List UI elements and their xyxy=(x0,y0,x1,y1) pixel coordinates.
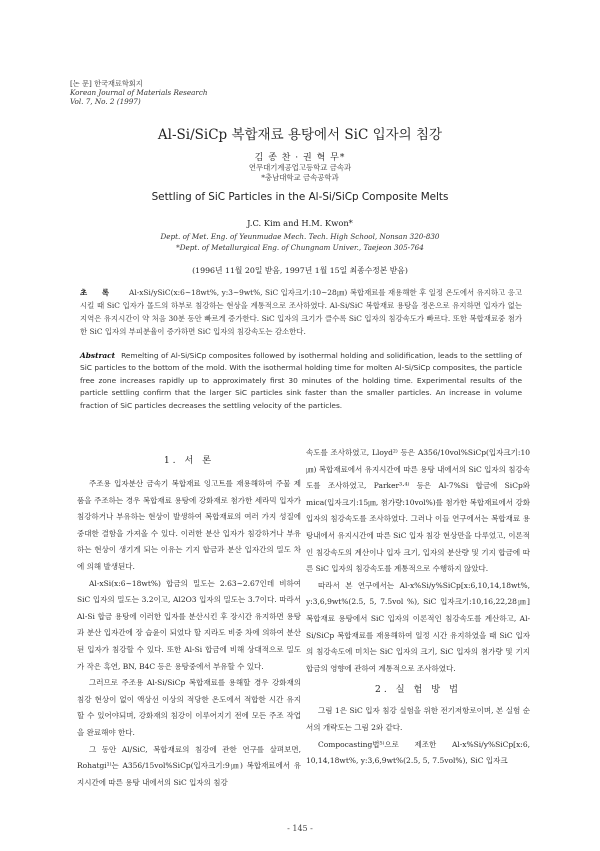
affiliation-1-ko: 연무대기계공업고등학교 금속과 xyxy=(248,163,352,172)
paper-title-ko: Al-Si/SiCp 복합재료 용탕에서 SiC 입자의 침강 xyxy=(157,127,443,143)
received-date: (1996년 11월 20일 받음, 1997년 1월 15일 최종수정본 받음) xyxy=(192,266,408,275)
left-column xyxy=(77,460,301,791)
affiliations-en xyxy=(0,231,600,253)
paper-title-en: Settling of SiC Particles in the Al-Si/SiCp Composite Melts xyxy=(151,191,449,203)
abstract-en xyxy=(80,350,522,412)
right-paragraph: 속도를 조사하였고, Lloyd²⁾ 등은 A356/10vol%SiCp(입자크기:10㎛) 복합재료에서 유지시간에 따른 용탕 내에서의 SiC 입자의 침강속도를 조사하였고, Parker³·⁴⁾ 등은 Al-7%Si 합금에 SiCp와 mica(입자크기:15㎛, 첨가량:10vol%)를 첨가한 복합재료에서 강화 입자의 침강속도를 조사하였다. 그러나 이들 연구에서는 복합재료 용탕내에서 유지시간에 따른 SiC 입자 침강 현상만을 다루었고, 이론적인 침강속도의 계산이나 입자 크기, 입자의 분산량 및 기지 합금에 따른 SiC 입자의 침강속도를 계통적으로 수행하지 않았다. xyxy=(306,448,530,574)
abstract-ko-label: 초 록 xyxy=(80,288,116,297)
affiliation-2-en: *Dept. of Metallurgical Eng. of Chungnam Univer., Taejeon 305-764 xyxy=(176,243,424,252)
abstract-en-text: Remelting of Al-Si/SiCp composites followed by isothermal holding and solidification, leads to the settling of SiC particles to the bottom of the mold. With the isothermal holding time for molten Al-Si/SiCp composites, the particle free zone increases rapidly up to approximately first 30 minutes of the holding time. Experimental results of the particle settling confirm that the larger SiC particles sink faster than the smaller particles. An increase in volume fraction of SiC particles decreases the settling velocity of the particles. xyxy=(80,351,522,410)
abstract-en-label: Abstract xyxy=(80,351,116,360)
abstract-ko-text: Al-xSi/ySiC(x:6~18wt%, y:3~9wt%, SiC 입자크기:10~28㎛) 복합재료를 재용해한 후 일정 온도에서 유지하고 응고시킬 때 SiC 입자가 몰드의 하부로 침강하는 현상을 계통적으로 조사하였다. Al-Si/SiC 복합재료 용탕을 정온으로 유지하면 입자가 없는 지역은 유지시간이 약 처음 30분 동안 빠르게 증가한다. SiC 입자의 크기가 클수록 SiC 입자의 침강속도가 빠르다. 또한 복합재료중 첨가한 SiC 입자의 부피분율이 증가하면 SiC 입자의 침강속도는 감소한다. xyxy=(80,288,522,336)
section-1-heading: 1. 서 론 xyxy=(163,455,215,466)
journal-name-en: Korean Journal of Materials Research xyxy=(70,88,208,97)
journal-label: [논 문] 한국재료학회지 xyxy=(70,79,143,88)
affiliation-2-ko: *충남대학교 금속공학과 xyxy=(261,173,339,182)
authors-en: J.C. Kim and H.M. Kwon* xyxy=(247,218,353,228)
left-paragraph: 그러므로 주조용 Al-Si/SiCp 복합재료를 용해할 경우 강화재의 침강 현상이 없이 액상선 이상의 적당한 온도에서 적합한 시간 유지할 수 있어야되며, 강화재의 침강이 이루어지기 전에 모든 주조 작업을 완료해야 한다. xyxy=(77,678,301,737)
left-paragraph: Al-xSi(x:6~18wt%) 합금의 밀도는 2.63~2.67인데 비하여 SiC 입자의 밀도는 3.2이고, Al2O3 입자의 밀도는 3.7이다. 따라서 Al-Si 합금 용탕에 이러한 입자를 분산시킨 후 장시간 유지하면 용탕과 분산 입자간에 장 습윤이 되었다 할 지라도 비중 차에 의하여 분산된 입자가 침강할 수 있다. 또한 Al-Si 합금에 비해 상대적으로 밀도가 작은 흑연, BN, B4C 등은 용탕중에서 부유할 수 있다. xyxy=(77,578,301,671)
left-paragraph: 주조용 입자분산 금속기 복합재료 잉고트를 재용해하여 주물 제품을 주조하는 경우 복합재료 용탕에 강화재로 첨가한 세라믹 입자가 침강하거나 부유하는 현상이 발생하여 복합재료의 여러 가지 성질에 중대한 결함을 가져올 수 있다. 이러한 분산 입자가 침강하거나 부유하는 현상이 생기게 되는 이유는 기지 합금과 분산 입자간의 밀도 차에 의해 발생된다. xyxy=(77,479,301,571)
journal-volume: Vol. 7, No. 2 (1997) xyxy=(70,97,141,106)
right-column xyxy=(306,445,530,770)
right-paragraph: Compocasting법⁵⁾으로 제조한 Al-x%Si/y%SiCp[x:6, 10,14,18wt%, y:3,6,9wt%(2.5, 5, 7.5vol%), SiC 입자크 xyxy=(306,739,530,766)
right-paragraph: 그림 1은 SiC 입자 침강 실험을 위한 전기저항로이며, 본 실험 순서의 개략도는 그림 2와 같다. xyxy=(306,706,530,732)
authors-ko: 김 종 찬 · 권 혁 무* xyxy=(254,153,346,163)
section-2-heading: 2. 실 험 방 법 xyxy=(375,684,461,696)
page-number: - 145 - xyxy=(287,824,313,833)
journal-header xyxy=(70,79,208,106)
affiliations-ko xyxy=(0,163,600,183)
right-paragraph: 따라서 본 연구에서는 Al-x%Si/y%SiCp[x:6,10,14,18wt%, y:3,6,9wt%(2.5, 5, 7.5vol %), SiC 입자크기:10,16,22,28㎛] 복합재료 용탕에서 SiC 입자의 이론적인 침강속도를 계산하고, Al-Si/SiCp 복합재료를 재용해하여 일정 시간 유지하였을 때 SiC 입자의 침강속도에 미치는 SiC 입자의 크기, SiC 입자의 첨가량 및 기지 합금의 영향에 관하여 계통적으로 조사하였다. xyxy=(306,580,530,673)
left-paragraph: 그 동안 Al/SiC, 복합재료의 침강에 관한 연구를 살펴보면, Rohatgi¹⁾는 A356/15vol%SiCp(입자크기:9㎛) 복합재료에서 유지시간에 따른 용탕 내에서의 SiC 입자의 침강 xyxy=(77,744,301,787)
affiliation-1-en: Dept. of Met. Eng. of Yeunmudae Mech. Tech. High School, Nonsan 320-830 xyxy=(160,232,440,241)
abstract-ko xyxy=(80,286,522,338)
